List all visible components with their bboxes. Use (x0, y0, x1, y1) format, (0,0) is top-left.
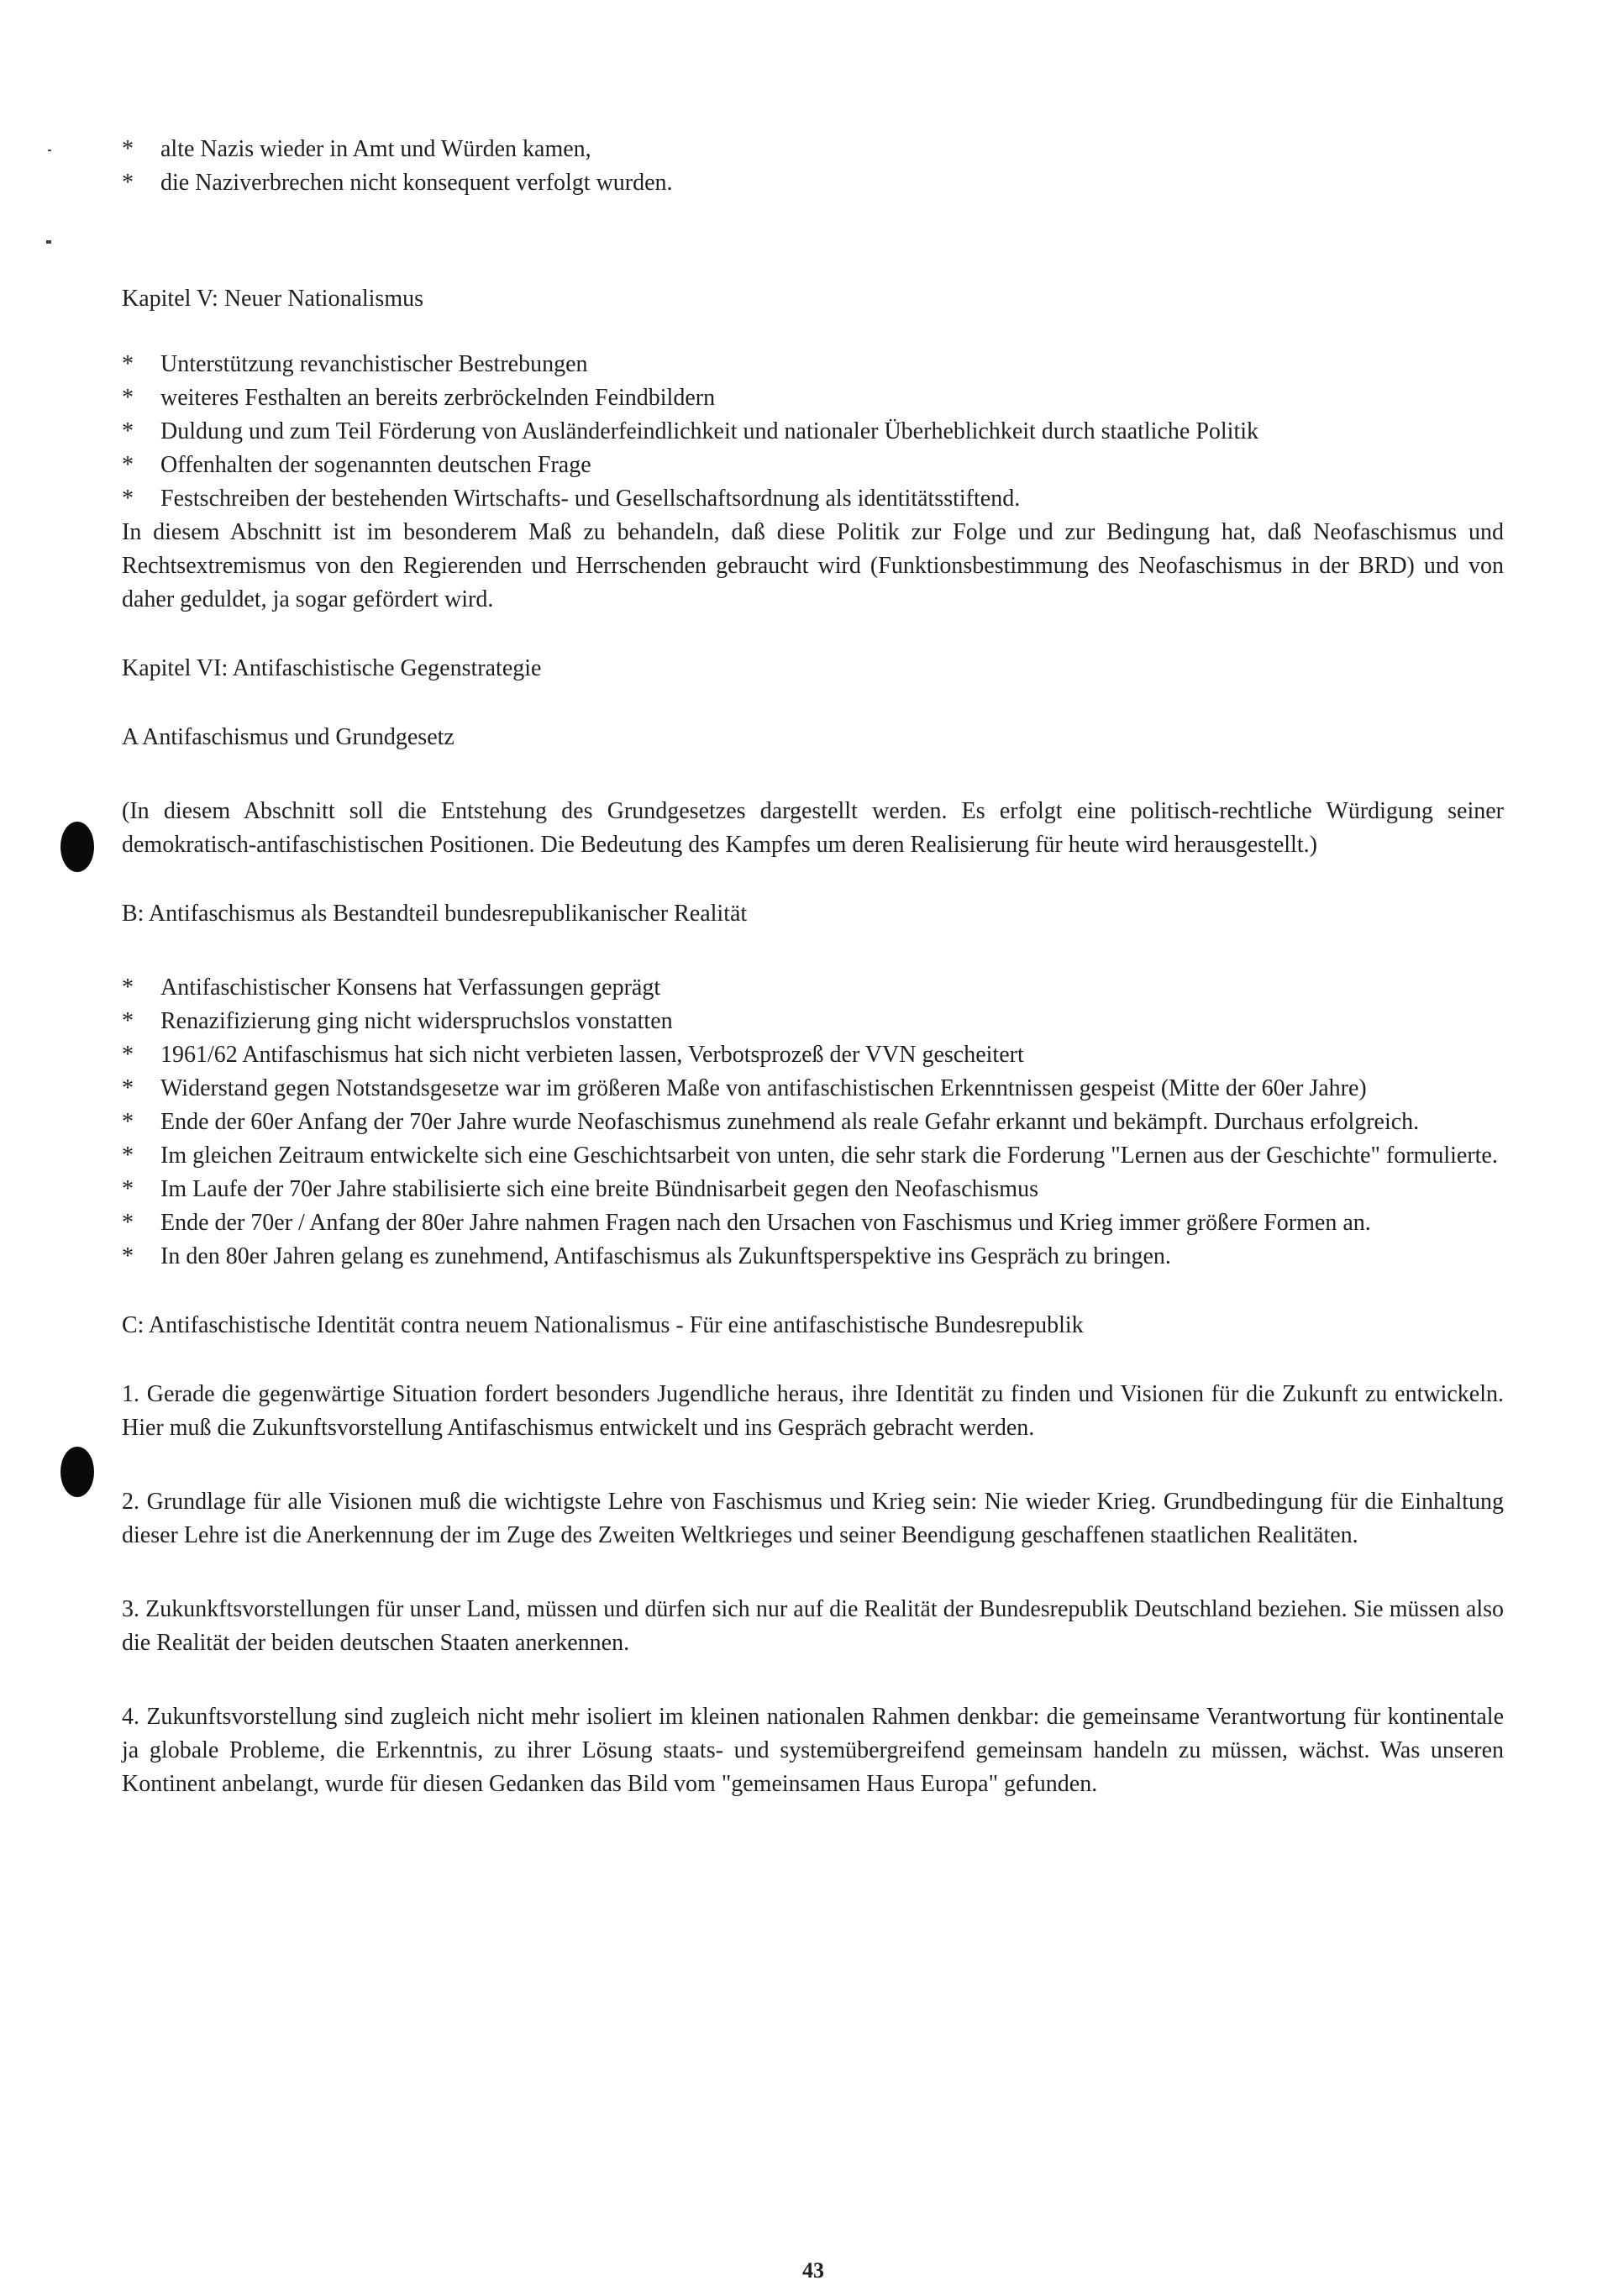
section-b-heading: B: Antifaschismus als Bestandteil bundesrepublikanischer Realität (122, 901, 748, 927)
chapter-5-bullet-list (122, 348, 1504, 516)
list-item: * In den 80er Jahren gelang es zunehmend, Antifaschismus als Zukunftsperspektive ins Gespräch zu bringen. (122, 1240, 1504, 1274)
chapter-6-heading: Kapitel VI: Antifaschistische Gegenstrategie (122, 655, 542, 681)
numbered-item: 4. Zukunftsvorstellung sind zugleich nicht mehr isoliert im kleinen nationalen Rahmen denkbar: die gemeinsame Verantwortung für kontinentale ja globale Probleme, die Erkenntnis, zu ihrer Lösung staats- und systemübergreifend gemeinsam handeln zu müssen, wächst. Was unseren Kontinent anbelangt, wurde für diesen Gedanken das Bild vom "gemeinsamen Haus Europa" gefunden. (122, 1704, 1504, 1797)
section-b-bullet-list (122, 971, 1504, 1274)
list-item: * Ende der 70er / Anfang der 80er Jahre nahmen Fragen nach den Ursachen von Faschismus und Krieg immer größere Formen an. (122, 1206, 1504, 1240)
section-c-numbered-list (122, 1378, 1504, 1801)
chapter-5-paragraph: In diesem Abschnitt ist im besonderem Maß zu behandeln, daß diese Politik zur Folge und zur Bedingung hat, daß Neofaschismus und Rechtsextremismus von den Regierenden und Herrschenden gebraucht wird (Funktionsbestimmung des Neofaschismus in der BRD) und von daher geduldet, ja sogar gefördert wird. (122, 519, 1504, 612)
list-item: * Im Laufe der 70er Jahre stabilisierte sich eine breite Bündnisarbeit gegen den Neofaschismus (122, 1173, 1504, 1206)
list-item: * Im gleichen Zeitraum entwickelte sich eine Geschichtsarbeit von unten, die sehr stark die Forderung "Lernen aus der Geschichte" formulierte. (122, 1139, 1504, 1173)
section-c-heading: C: Antifaschistische Identität contra neuem Nationalismus - Für eine antifaschistische Bundesrepublik (122, 1312, 1084, 1338)
punch-hole (60, 822, 94, 872)
list-item: * Antifaschistischer Konsens hat Verfassungen geprägt (122, 971, 1504, 1005)
scan-speck (46, 240, 51, 244)
numbered-item: 2. Grundlage für alle Visionen muß die wichtigste Lehre von Faschismus und Krieg sein: Nie wieder Krieg. Grundbedingung für die Einhaltung dieser Lehre ist die Anerkennung der im Zuge des Zweiten Weltkrieges und seiner Beendigung geschaffenen staatlichen Realitäten. (122, 1489, 1504, 1548)
document-body (122, 133, 1504, 1801)
list-item: * weiteres Festhalten an bereits zerbröckelnden Feindbildern (122, 381, 1504, 415)
list-item: * Festschreiben der bestehenden Wirtschafts- und Gesellschaftsordnung als identitätsstiftend. (122, 482, 1504, 516)
section-a-paragraph: (In diesem Abschnitt soll die Entstehung des Grundgesetzes dargestellt werden. Es erfolgt eine politisch-rechtliche Würdigung seiner demokratisch-antifaschistischen Positionen. Die Bedeutung des Kampfes um deren Realisierung für heute wird herausgestellt.) (122, 798, 1504, 858)
chapter-5-heading: Kapitel V: Neuer Nationalismus (122, 286, 423, 312)
list-item: * Offenhalten der sogenannten deutschen Frage (122, 449, 1504, 482)
list-item: * Renazifizierung ging nicht widerspruchslos vonstatten (122, 1005, 1504, 1038)
section-a-heading: A Antifaschismus und Grundgesetz (122, 724, 454, 750)
list-item: * Ende der 60er Anfang der 70er Jahre wurde Neofaschismus zunehmend als reale Gefahr erkannt und bekämpft. Durchaus erfolgreich. (122, 1106, 1504, 1139)
numbered-item: 3. Zukunkftsvorstellungen für unser Land, müssen und dürfen sich nur auf die Realität der Bundesrepublik Deutschland beziehen. Sie müssen also die Realität der beiden deutschen Staaten anerkennen. (122, 1596, 1504, 1656)
list-item: * die Naziverbrechen nicht konsequent verfolgt wurden. (122, 166, 1504, 200)
list-item: * Duldung und zum Teil Förderung von Ausländerfeindlichkeit und nationaler Überheblichkeit durch staatliche Politik (122, 415, 1504, 449)
list-item: * Unterstützung revanchistischer Bestrebungen (122, 348, 1504, 381)
numbered-item: 1. Gerade die gegenwärtige Situation fordert besonders Jugendliche heraus, ihre Identität zu finden und Visionen für die Zukunft zu entwickeln. Hier muß die Zukunftsvorstellung Antifaschismus entwickelt und ins Gespräch gebracht werden. (122, 1381, 1504, 1441)
scan-speck (48, 150, 51, 151)
punch-hole (60, 1447, 94, 1497)
list-item: * alte Nazis wieder in Amt und Würden kamen, (122, 133, 1504, 166)
page-number: 43 (802, 2258, 824, 2283)
list-item: * 1961/62 Antifaschismus hat sich nicht verbieten lassen, Verbotsprozeß der VVN gescheitert (122, 1038, 1504, 1072)
list-item: * Widerstand gegen Notstandsgesetze war im größeren Maße von antifaschistischen Erkenntnissen gespeist (Mitte der 60er Jahre) (122, 1072, 1504, 1106)
intro-bullet-list (122, 133, 1504, 200)
